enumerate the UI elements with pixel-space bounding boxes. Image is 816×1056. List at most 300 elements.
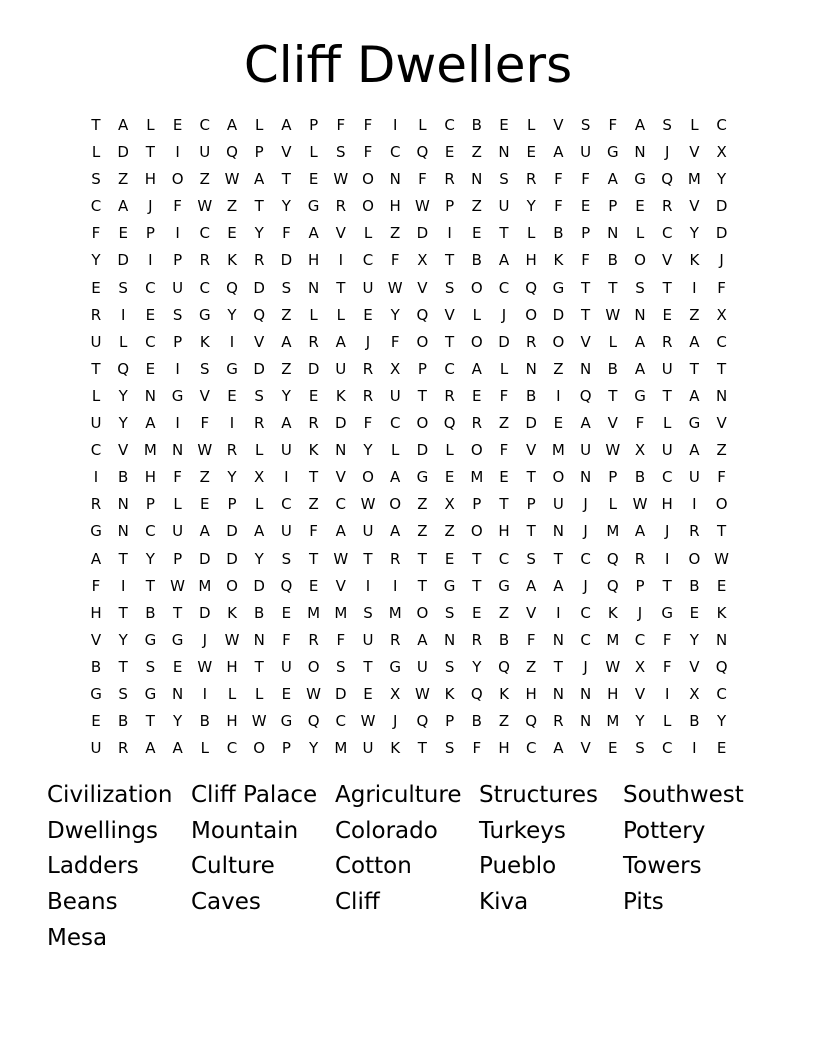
grid-letter: K — [308, 441, 319, 460]
grid-letter: K — [199, 332, 210, 351]
word-item: Caves — [191, 889, 261, 916]
grid-letter: V — [444, 305, 455, 324]
grid-letter: X — [716, 305, 727, 324]
grid-letter: P — [445, 197, 455, 216]
grid-letter: R — [199, 251, 211, 270]
grid-letter: E — [91, 278, 101, 297]
grid-letter: I — [556, 603, 561, 622]
grid-letter: Q — [525, 712, 538, 731]
grid-letter: A — [634, 522, 646, 541]
grid-letter: T — [445, 332, 455, 351]
grid-letter: L — [255, 495, 264, 514]
grid-letter: U — [389, 386, 401, 405]
grid-letter: H — [226, 657, 238, 676]
word-item: Towers — [623, 853, 702, 880]
grid-letter: B — [689, 576, 700, 595]
grid-letter: G — [307, 197, 320, 216]
grid-letter: C — [145, 278, 156, 297]
grid-letter: E — [499, 116, 509, 134]
grid-letter: D — [307, 359, 320, 378]
grid-letter: O — [226, 576, 238, 595]
grid-letter: D — [416, 441, 429, 460]
grid-letter: L — [527, 224, 536, 243]
grid-letter: E — [118, 224, 128, 243]
grid-letter: U — [661, 359, 673, 378]
grid-letter: I — [447, 224, 452, 243]
grid-letter: I — [120, 576, 126, 595]
grid-letter: N — [253, 630, 265, 649]
grid-letter: F — [282, 630, 291, 649]
grid-letter: R — [90, 305, 102, 324]
grid-letter: V — [716, 414, 727, 433]
grid-letter: Q — [226, 278, 238, 297]
grid-letter: U — [661, 441, 673, 460]
grid-letter: I — [664, 684, 670, 703]
grid-letter: A — [390, 468, 401, 487]
grid-letter: C — [199, 278, 211, 297]
grid-letter: W — [333, 170, 349, 189]
grid-letter: Z — [553, 359, 564, 378]
grid-letter: Z — [716, 441, 727, 460]
grid-letter: A — [689, 441, 700, 460]
grid-letter: E — [608, 739, 618, 758]
grid-letter: Q — [579, 386, 592, 405]
grid-letter: L — [91, 143, 101, 162]
word-item: Pueblo — [479, 853, 557, 880]
grid-letter: H — [389, 197, 401, 216]
grid-letter: H — [90, 603, 102, 622]
grid-letter: W — [360, 495, 376, 514]
grid-letter: T — [309, 468, 319, 487]
grid-letter: K — [716, 603, 727, 622]
grid-letter: Z — [199, 468, 210, 487]
grid-letter: F — [635, 414, 645, 433]
grid-letter: W — [170, 576, 186, 595]
grid-letter: X — [254, 468, 265, 487]
grid-letter: W — [632, 495, 648, 514]
grid-letter: V — [526, 441, 537, 460]
grid-letter: D — [199, 603, 211, 622]
grid-letter: C — [498, 549, 510, 568]
grid-letter: D — [498, 332, 510, 351]
grid-letter: M — [143, 441, 157, 460]
grid-letter: F — [526, 630, 536, 649]
grid-letter: T — [145, 576, 155, 595]
grid-letter: R — [525, 170, 537, 189]
grid-letter: R — [335, 197, 347, 216]
grid-letter: T — [118, 657, 128, 676]
grid-letter: M — [470, 468, 484, 487]
grid-letter: N — [579, 468, 592, 487]
grid-letter: T — [608, 386, 618, 405]
grid-letter: E — [472, 386, 482, 405]
grid-letter: T — [145, 712, 155, 731]
grid-letter: A — [145, 414, 156, 433]
grid-letter: E — [662, 305, 672, 324]
grid-letter: D — [525, 414, 537, 433]
grid-letter: F — [608, 116, 618, 134]
grid-letter: T — [417, 576, 427, 595]
word-item: Mesa — [47, 924, 108, 951]
grid-letter: D — [280, 251, 293, 270]
grid-letter: E — [91, 712, 101, 731]
grid-letter: Z — [444, 522, 455, 541]
grid-letter: D — [117, 143, 129, 162]
grid-letter: R — [689, 522, 700, 541]
grid-letter: S — [635, 278, 645, 297]
grid-letter: V — [335, 224, 346, 243]
grid-letter: N — [579, 712, 592, 731]
grid-letter: S — [118, 278, 128, 297]
grid-letter: A — [607, 170, 618, 189]
grid-letter: C — [580, 603, 591, 622]
grid-letter: F — [390, 332, 400, 351]
grid-letter: Y — [254, 549, 264, 568]
grid-letter: T — [254, 197, 264, 216]
grid-letter: D — [226, 522, 238, 541]
grid-letter: D — [715, 224, 728, 243]
grid-letter: F — [363, 116, 373, 134]
grid-letter: E — [553, 414, 564, 433]
grid-letter: O — [362, 197, 374, 216]
grid-letter: C — [389, 143, 401, 162]
grid-letter: R — [389, 549, 401, 568]
grid-letter: G — [606, 143, 619, 162]
grid-letter: T — [499, 224, 509, 243]
grid-letter: L — [635, 224, 645, 243]
grid-letter: E — [145, 305, 156, 324]
grid-letter: P — [581, 224, 591, 243]
grid-letter: D — [199, 549, 211, 568]
grid-letter: I — [392, 116, 398, 134]
grid-letter: O — [552, 332, 565, 351]
grid-letter: K — [335, 386, 346, 405]
grid-letter: U — [580, 441, 592, 460]
grid-letter: E — [281, 603, 292, 622]
grid-letter: Y — [281, 197, 291, 216]
word-item: Turkeys — [479, 817, 566, 844]
grid-letter: Y — [472, 657, 482, 676]
word-item: Culture — [191, 853, 275, 880]
grid-letter: V — [526, 603, 537, 622]
grid-letter: B — [471, 251, 482, 270]
grid-letter: R — [525, 332, 537, 351]
word-item: Pits — [623, 889, 664, 916]
grid-letter: C — [145, 522, 156, 541]
grid-letter: E — [227, 224, 237, 243]
grid-letter: N — [144, 386, 156, 405]
word-item: Cotton — [335, 853, 412, 880]
grid-letter: Y — [173, 712, 183, 731]
grid-letter: V — [689, 143, 700, 162]
grid-letter: G — [688, 414, 701, 433]
grid-letter: J — [202, 630, 208, 649]
grid-letter: S — [444, 657, 455, 676]
grid-letter: G — [90, 522, 102, 541]
grid-letter: P — [608, 468, 618, 487]
grid-letter: P — [145, 224, 155, 243]
grid-letter: S — [444, 603, 455, 622]
grid-letter: V — [118, 441, 129, 460]
grid-letter: K — [553, 251, 564, 270]
grid-letter: P — [173, 332, 183, 351]
grid-letter: O — [470, 522, 483, 541]
grid-letter: E — [363, 684, 373, 703]
grid-letter: L — [418, 116, 427, 134]
grid-letter: S — [336, 657, 346, 676]
grid-letter: I — [120, 305, 126, 324]
grid-letter: L — [690, 116, 699, 134]
grid-letter: O — [362, 170, 374, 189]
grid-letter: V — [662, 251, 673, 270]
grid-letter: F — [662, 630, 672, 649]
grid-letter: U — [362, 278, 374, 297]
grid-letter: C — [716, 684, 727, 703]
grid-letter: I — [365, 576, 371, 595]
grid-letter: Q — [606, 549, 619, 568]
grid-letter: L — [499, 359, 509, 378]
grid-letter: C — [525, 739, 537, 758]
grid-letter: H — [525, 684, 537, 703]
grid-letter: V — [335, 468, 346, 487]
grid-letter: Y — [118, 414, 128, 433]
grid-letter: O — [253, 739, 266, 758]
grid-letter: B — [118, 468, 129, 487]
grid-letter: S — [662, 116, 672, 134]
grid-letter: O — [171, 170, 184, 189]
grid-letter: Y — [254, 224, 264, 243]
grid-letter: Z — [390, 224, 401, 243]
grid-letter: P — [227, 495, 237, 514]
grid-letter: O — [552, 468, 565, 487]
grid-letter: Q — [606, 576, 619, 595]
grid-letter: X — [390, 684, 401, 703]
grid-letter: R — [226, 441, 238, 460]
grid-letter: N — [389, 170, 401, 189]
grid-letter: U — [172, 522, 184, 541]
grid-letter: M — [687, 170, 701, 189]
grid-letter: T — [608, 278, 618, 297]
word-item: Structures — [479, 782, 598, 808]
grid-letter: Q — [498, 657, 510, 676]
grid-letter: W — [605, 657, 621, 676]
grid-letter: I — [692, 495, 697, 514]
grid-letter: L — [363, 224, 373, 243]
grid-letter: U — [199, 143, 211, 162]
grid-letter: R — [553, 712, 564, 731]
grid-letter: A — [308, 224, 319, 243]
grid-letter: C — [90, 197, 102, 216]
grid-letter: E — [308, 386, 319, 405]
grid-letter: M — [606, 712, 620, 731]
grid-letter: M — [307, 603, 321, 622]
word-item: Southwest — [623, 782, 744, 808]
grid-letter: Z — [498, 414, 510, 433]
grid-letter: A — [335, 522, 346, 541]
grid-letter: A — [553, 576, 564, 595]
grid-letter: A — [335, 332, 346, 351]
grid-letter: K — [390, 739, 401, 758]
grid-letter: U — [335, 359, 347, 378]
grid-letter: A — [118, 197, 129, 216]
grid-letter: U — [280, 657, 292, 676]
grid-letter: U — [280, 441, 292, 460]
grid-letter: Q — [470, 684, 483, 703]
grid-letter: E — [499, 468, 509, 487]
grid-letter: B — [553, 224, 564, 243]
grid-letter: P — [281, 739, 291, 758]
grid-letter: A — [281, 332, 292, 351]
grid-letter: A — [634, 332, 646, 351]
grid-letter: N — [634, 143, 646, 162]
grid-letter: E — [472, 603, 482, 622]
grid-letter: E — [281, 684, 292, 703]
grid-letter: Z — [417, 495, 428, 514]
grid-letter: C — [661, 468, 673, 487]
grid-letter: N — [552, 630, 564, 649]
grid-letter: S — [200, 359, 210, 378]
grid-letter: P — [472, 495, 482, 514]
grid-letter: V — [199, 386, 210, 405]
grid-letter: O — [470, 441, 483, 460]
grid-letter: Y — [363, 441, 373, 460]
grid-letter: H — [498, 739, 510, 758]
grid-letter: Y — [118, 386, 128, 405]
grid-letter: V — [281, 143, 292, 162]
grid-letter: S — [172, 305, 183, 324]
grid-letter: E — [145, 359, 156, 378]
grid-letter: O — [470, 278, 483, 297]
grid-letter: A — [281, 116, 292, 134]
grid-letter: G — [498, 576, 510, 595]
grid-letter: N — [307, 278, 320, 297]
grid-letter: Q — [443, 414, 456, 433]
grid-letter: Y — [717, 170, 727, 189]
grid-letter: E — [200, 495, 210, 514]
word-item: Ladders — [47, 853, 139, 880]
grid-letter: B — [471, 712, 482, 731]
grid-letter: J — [583, 522, 588, 541]
grid-letter: R — [661, 197, 673, 216]
grid-letter: W — [605, 305, 621, 324]
grid-letter: Z — [498, 603, 510, 622]
grid-letter: P — [173, 251, 183, 270]
grid-letter: J — [365, 332, 371, 351]
grid-letter: U — [498, 197, 510, 216]
grid-letter: D — [253, 576, 265, 595]
grid-letter: G — [144, 684, 157, 703]
grid-letter: K — [227, 603, 237, 622]
grid-letter: Q — [226, 143, 238, 162]
grid-letter: A — [634, 116, 646, 134]
grid-letter: A — [580, 414, 591, 433]
grid-letter: B — [498, 630, 510, 649]
grid-letter: N — [498, 143, 510, 162]
grid-letter: O — [470, 332, 483, 351]
grid-letter: I — [664, 549, 670, 568]
grid-letter: Q — [280, 576, 293, 595]
grid-letter: O — [389, 495, 402, 514]
grid-letter: T — [417, 386, 427, 405]
grid-letter: O — [416, 414, 429, 433]
word-item: Cliff Palace — [191, 782, 318, 808]
grid-letter: Y — [145, 549, 155, 568]
grid-letter: X — [634, 657, 646, 676]
grid-letter: O — [634, 251, 646, 270]
grid-letter: T — [281, 170, 291, 189]
grid-letter: N — [715, 630, 728, 649]
grid-letter: H — [525, 251, 537, 270]
grid-letter: H — [498, 522, 510, 541]
grid-letter: S — [444, 739, 455, 758]
grid-letter: M — [388, 603, 402, 622]
word-item: Beans — [47, 889, 118, 916]
grid-letter: S — [145, 657, 156, 676]
grid-letter: Z — [471, 197, 482, 216]
grid-letter: U — [362, 630, 374, 649]
grid-letter: G — [171, 386, 184, 405]
grid-letter: T — [499, 495, 509, 514]
grid-letter: U — [688, 468, 700, 487]
grid-letter: F — [662, 657, 672, 676]
grid-letter: C — [90, 441, 102, 460]
grid-letter: W — [414, 197, 430, 216]
grid-letter: C — [389, 414, 401, 433]
grid-letter: V — [90, 630, 102, 649]
grid-letter: H — [226, 712, 238, 731]
grid-letter: W — [197, 197, 213, 216]
grid-letter: G — [171, 630, 184, 649]
grid-letter: K — [689, 251, 700, 270]
grid-letter: J — [583, 495, 588, 514]
grid-letter: Z — [417, 522, 428, 541]
grid-letter: V — [580, 332, 591, 351]
grid-letter: S — [281, 278, 292, 297]
grid-letter: L — [663, 712, 672, 731]
grid-letter: A — [281, 414, 292, 433]
grid-letter: Z — [199, 170, 210, 189]
grid-letter: E — [308, 576, 319, 595]
grid-letter: L — [255, 116, 264, 134]
grid-letter: R — [444, 170, 455, 189]
grid-letter: E — [308, 170, 319, 189]
grid-letter: Q — [715, 657, 728, 676]
grid-letter: F — [390, 251, 400, 270]
grid-letter: Y — [390, 305, 400, 324]
grid-letter: C — [281, 495, 292, 514]
grid-letter: D — [253, 278, 265, 297]
grid-letter: W — [224, 170, 240, 189]
grid-letter: I — [392, 576, 398, 595]
grid-letter: R — [90, 495, 102, 514]
grid-letter: Z — [308, 495, 319, 514]
grid-letter: C — [634, 630, 646, 649]
grid-letter: S — [499, 170, 509, 189]
grid-letter: V — [254, 332, 265, 351]
grid-letter: Y — [281, 386, 291, 405]
grid-letter: P — [445, 712, 455, 731]
grid-letter: B — [118, 712, 129, 731]
grid-letter: Z — [281, 359, 292, 378]
grid-letter: V — [417, 278, 428, 297]
grid-letter: A — [498, 251, 510, 270]
grid-letter: A — [145, 739, 156, 758]
grid-letter: C — [580, 630, 591, 649]
grid-letter: T — [662, 576, 672, 595]
grid-letter: L — [445, 441, 454, 460]
grid-letter: N — [171, 441, 184, 460]
grid-letter: T — [472, 549, 482, 568]
